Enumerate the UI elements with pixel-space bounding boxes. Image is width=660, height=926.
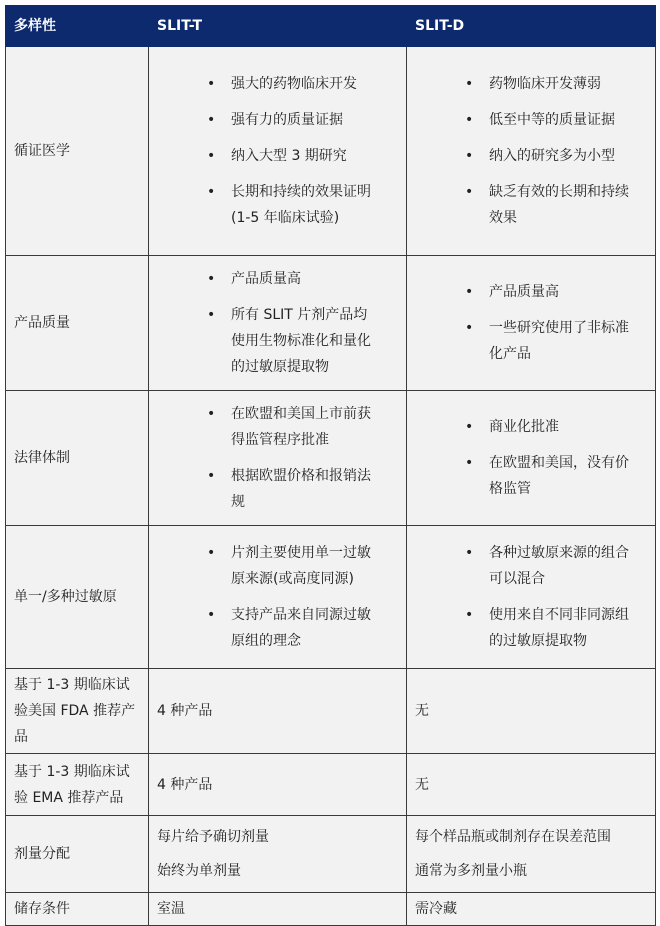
bullet-item: • 低至中等的质量证据 — [489, 107, 631, 133]
row-label: 单一/多种过敏原 — [6, 526, 149, 669]
cell-text: 无 — [415, 776, 429, 793]
header-slit-d: SLIT-D — [407, 6, 656, 47]
slit-t-cell — [149, 893, 407, 926]
slit-t-cell — [149, 47, 407, 256]
header-diversity: 多样性 — [6, 6, 149, 47]
bullet-item: • 缺乏有效的长期和持续效果 — [489, 179, 631, 231]
slit-d-cell — [407, 816, 656, 893]
bullet-item: • 强大的药物临床开发 — [231, 71, 373, 97]
cell-text: 通常为多剂量小瓶 — [415, 863, 527, 879]
bullet-item: • 使用来自不同非同源组的过敏原提取物 — [489, 602, 631, 654]
bullet-item: • 产品质量高 — [489, 279, 631, 305]
header-row — [6, 6, 656, 47]
bullet-list — [415, 71, 647, 231]
bullet-item: • 商业化批准 — [489, 414, 631, 440]
bullet-list — [157, 401, 398, 515]
row-label: 基于 1-3 期临床试验美国 FDA 推荐产品 — [6, 669, 149, 754]
bullet-item: • 所有 SLIT 片剂产品均使用生物标准化和量化的过敏原提取物 — [231, 302, 373, 380]
cell-text: 每个样品瓶或制剂存在误差范围 — [415, 829, 611, 845]
bullet-item: • 一些研究使用了非标准化产品 — [489, 315, 631, 367]
cell-text: 始终为单剂量 — [157, 863, 241, 879]
bullet-item: • 在欧盟和美国，没有价格监管 — [489, 450, 631, 502]
table-row — [6, 256, 656, 391]
comparison-table — [5, 5, 656, 926]
slit-t-cell — [149, 391, 407, 526]
row-label: 产品质量 — [6, 256, 149, 391]
slit-d-cell — [407, 669, 656, 754]
slit-d-cell — [407, 256, 656, 391]
cell-text: 4 种产品 — [157, 703, 213, 719]
header-slit-t: SLIT-T — [149, 6, 407, 47]
slit-d-cell — [407, 391, 656, 526]
cell-text: 无 — [415, 703, 429, 719]
bullet-item: • 根据欧盟价格和报销法规 — [231, 463, 373, 515]
bullet-item: • 药物临床开发薄弱 — [489, 71, 631, 97]
bullet-item: • 各种过敏原来源的组合可以混合 — [489, 540, 631, 592]
bullet-list — [415, 540, 647, 654]
bullet-item: • 强有力的质量证据 — [231, 107, 373, 133]
bullet-list — [157, 266, 398, 380]
cell-text: 每片给予确切剂量 — [157, 829, 269, 845]
bullet-list — [415, 414, 647, 502]
table-row — [6, 893, 656, 926]
cell-text: 需冷藏 — [415, 901, 457, 917]
row-label: 基于 1-3 期临床试验 EMA 推荐产品 — [6, 754, 149, 816]
slit-t-cell — [149, 669, 407, 754]
slit-d-cell — [407, 47, 656, 256]
bullet-item: • 产品质量高 — [231, 266, 373, 292]
bullet-item: • 长期和持续的效果证明(1-5 年临床试验) — [231, 179, 373, 231]
cell-text: 4 种产品 — [157, 776, 213, 793]
bullet-list — [157, 540, 398, 654]
bullet-list — [157, 71, 398, 231]
bullet-item: • 片剂主要使用单一过敏原来源(或高度同源) — [231, 540, 373, 592]
row-label: 循证医学 — [6, 47, 149, 256]
slit-d-cell — [407, 893, 656, 926]
slit-t-cell — [149, 816, 407, 893]
table-row — [6, 754, 656, 816]
bullet-item: • 纳入的研究多为小型 — [489, 143, 631, 169]
table-row — [6, 391, 656, 526]
table-row — [6, 669, 656, 754]
slit-t-cell — [149, 256, 407, 391]
row-label: 法律体制 — [6, 391, 149, 526]
table-row — [6, 47, 656, 256]
bullet-item: • 纳入大型 3 期研究 — [231, 143, 373, 169]
row-label: 储存条件 — [6, 893, 149, 926]
slit-t-cell — [149, 754, 407, 816]
bullet-list — [415, 279, 647, 367]
cell-text: 室温 — [157, 901, 185, 917]
row-label: 剂量分配 — [6, 816, 149, 893]
slit-t-cell — [149, 526, 407, 669]
table-row — [6, 526, 656, 669]
table-row — [6, 816, 656, 893]
bullet-item: • 在欧盟和美国上市前获得监管程序批准 — [231, 401, 373, 453]
slit-d-cell — [407, 526, 656, 669]
bullet-item: • 支持产品来自同源过敏原组的理念 — [231, 602, 373, 654]
slit-d-cell — [407, 754, 656, 816]
